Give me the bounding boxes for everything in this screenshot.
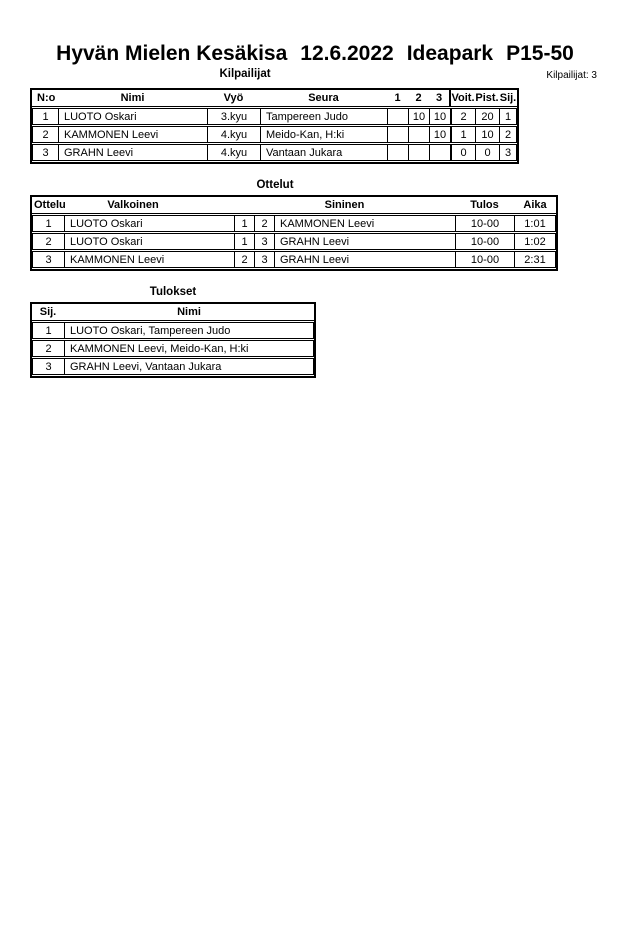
cell-no: 1 — [33, 109, 59, 124]
header-cell-belt: Vyö — [223, 92, 244, 104]
competitors-count: Kilpailijat: 3 — [546, 70, 597, 81]
cell-blue-name: GRAHN Leevi — [275, 252, 456, 267]
cell-match3-score — [430, 145, 452, 160]
cell-name: GRAHN Leevi — [59, 145, 208, 160]
match-row — [32, 251, 556, 268]
header-cell-blue: Sininen — [324, 199, 365, 211]
results-table — [30, 302, 316, 378]
title-date: 12.6.2022 — [300, 42, 394, 65]
header-cell-rank: Sij. — [39, 306, 57, 318]
header-cell-result: Tulos — [470, 199, 499, 211]
cell-match2-score — [409, 145, 430, 160]
header-cell-match2: 2 — [415, 92, 422, 104]
cell-result: 10-00 — [456, 216, 515, 231]
cell-points: 20 — [476, 109, 500, 124]
match-row — [32, 215, 556, 232]
cell-match3-score: 10 — [430, 109, 452, 124]
competitors-table — [30, 88, 519, 164]
cell-match2-score — [409, 127, 430, 142]
cell-match-no: 2 — [33, 234, 65, 249]
cell-blue-name: GRAHN Leevi — [275, 234, 456, 249]
header-cell-time: Aika — [523, 199, 547, 211]
header-cell-match-no: Ottelu — [34, 199, 66, 211]
matches-table — [30, 195, 558, 271]
cell-match-no: 1 — [33, 216, 65, 231]
results-page — [0, 42, 630, 933]
cell-time: 1:01 — [524, 217, 546, 230]
cell-club: Tampereen Judo — [261, 109, 388, 124]
competitors-section-title: Kilpailijat — [219, 68, 271, 80]
competitors-table-header — [32, 90, 517, 107]
cell-time: 2:31 — [524, 253, 546, 266]
competitor-row — [32, 108, 517, 125]
competitor-row — [32, 144, 517, 161]
cell-white-name: LUOTO Oskari — [65, 216, 235, 231]
results-table-header — [32, 304, 314, 321]
cell-time: 1:02 — [524, 235, 546, 248]
cell-match2-score: 10 — [409, 109, 430, 124]
cell-rank: 1 — [33, 323, 65, 338]
cell-rank: 3 — [33, 359, 65, 374]
page-title — [0, 42, 630, 65]
header-cell-no: N:o — [37, 92, 56, 104]
title-venue: Ideapark — [406, 42, 494, 65]
result-row — [32, 322, 314, 339]
header-cell-name: Nimi — [120, 92, 145, 104]
competitor-row — [32, 126, 517, 143]
results-section-title: Tulokset — [149, 286, 197, 298]
title-event-name: Hyvän Mielen Kesäkisa — [56, 42, 288, 65]
cell-result: 10-00 — [456, 252, 515, 267]
header-cell-points: Pist. — [475, 92, 499, 104]
cell-match1-score — [388, 145, 409, 160]
matches-table-header — [32, 197, 556, 214]
cell-result: 10-00 — [456, 234, 515, 249]
cell-rank: 2 — [33, 341, 65, 356]
header-white-section — [32, 197, 234, 213]
cell-name: KAMMONEN Leevi — [59, 127, 208, 142]
cell-blue-no: 3 — [255, 234, 275, 249]
header-cell-white: Valkoinen — [107, 199, 159, 211]
cell-club: Meido-Kan, H:ki — [261, 127, 388, 142]
cell-match3-score: 10 — [430, 127, 452, 142]
cell-club: Vantaan Jukara — [261, 145, 388, 160]
cell-blue-no: 3 — [255, 252, 275, 267]
header-cell-wins: Voit. — [451, 92, 475, 104]
cell-name: LUOTO Oskari — [59, 109, 208, 124]
competitors-section-header — [0, 67, 630, 83]
cell-white-no: 1 — [235, 216, 255, 231]
cell-belt: 4.kyu — [208, 127, 261, 142]
cell-wins: 0 — [452, 145, 476, 160]
header-cell-name: Nimi — [177, 306, 201, 318]
header-cell-rank: Sij. — [499, 92, 517, 104]
cell-belt: 3.kyu — [208, 109, 261, 124]
cell-rank: 1 — [504, 110, 512, 123]
cell-wins: 2 — [452, 109, 476, 124]
header-cell-match1: 1 — [394, 92, 401, 104]
result-row — [32, 358, 314, 375]
cell-name: GRAHN Leevi, Vantaan Jukara — [70, 360, 222, 373]
cell-blue-no: 2 — [255, 216, 275, 231]
cell-points: 0 — [476, 145, 500, 160]
header-cell-match3: 3 — [429, 90, 451, 106]
header-cell-club: Seura — [308, 92, 339, 104]
cell-match1-score — [388, 127, 409, 142]
cell-no: 3 — [33, 145, 59, 160]
cell-rank: 3 — [504, 146, 512, 159]
cell-belt: 4.kyu — [208, 145, 261, 160]
cell-match1-score — [388, 109, 409, 124]
result-row — [32, 340, 314, 357]
title-category: P15-50 — [506, 42, 574, 65]
cell-no: 2 — [33, 127, 59, 142]
cell-points: 10 — [476, 127, 500, 142]
cell-name: KAMMONEN Leevi, Meido-Kan, H:ki — [70, 342, 249, 355]
cell-white-no: 1 — [235, 234, 255, 249]
cell-name: LUOTO Oskari, Tampereen Judo — [70, 324, 231, 337]
cell-wins: 1 — [452, 127, 476, 142]
match-row — [32, 233, 556, 250]
cell-blue-name: KAMMONEN Leevi — [275, 216, 456, 231]
cell-white-no: 2 — [235, 252, 255, 267]
cell-white-name: LUOTO Oskari — [65, 234, 235, 249]
cell-rank: 2 — [504, 128, 512, 141]
cell-match-no: 3 — [33, 252, 65, 267]
matches-section-title: Ottelut — [256, 179, 294, 191]
cell-white-name: KAMMONEN Leevi — [65, 252, 235, 267]
